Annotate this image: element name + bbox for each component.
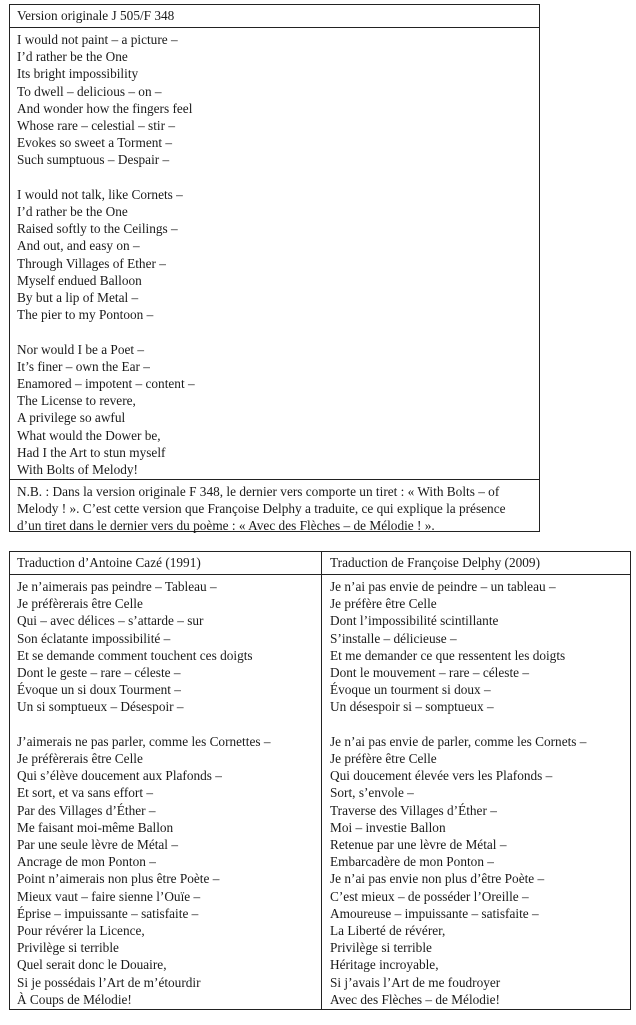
original-header: Version originale J 505/F 348 (17, 8, 175, 23)
poem-line: Mieux vaut – faire sienne l’Ouïe – (17, 888, 201, 904)
poem-line: The License to revere, (17, 393, 136, 409)
poem-line: Point n’aimerais non plus être Poète – (17, 871, 220, 887)
poem-line: Par des Villages d’Éther – (17, 802, 156, 818)
poem-line: Par une seule lèvre de Métal – (17, 837, 178, 853)
poem-line: S’installe – délicieuse – (330, 630, 457, 646)
poem-line: By but a lip of Metal – (17, 290, 139, 306)
delphy-translation-text (330, 578, 630, 1025)
poem-line: Pour révérer la Licence, (17, 923, 145, 939)
poem-line: Si j’avais l’Art de me foudroyer (330, 974, 501, 990)
translations-table (9, 551, 631, 1010)
poem-line: Je préfère être Celle (330, 596, 437, 612)
poem-line: Héritage incroyable, (330, 957, 439, 973)
poem-line: Such sumptuous – Despair – (17, 152, 170, 168)
poem-line: A privilege so awful (17, 410, 126, 426)
caze-header: Traduction d’Antoine Cazé (1991) (17, 555, 201, 570)
poem-line: Myself endued Balloon (17, 272, 142, 288)
poem-line: Had I the Art to stun myself (17, 444, 166, 460)
poem-line: C’est mieux – de posséder l’Oreille – (330, 888, 529, 904)
poem-line: Raised softly to the Ceilings – (17, 221, 178, 237)
poem-line: Je n’ai pas envie non plus d’être Poète – (330, 871, 545, 887)
note-cell (10, 479, 539, 531)
poem-line: And wonder how the fingers feel (17, 100, 193, 116)
stanza (17, 733, 317, 1008)
poem-line: Dont le geste – rare – céleste – (17, 665, 181, 681)
poem-line: Et me demander ce que ressentent les doigts (330, 647, 566, 663)
poem-line: Qui s’élève doucement aux Plafonds – (17, 768, 222, 784)
poem-line: What would the Dower be, (17, 427, 161, 443)
poem-line: La Liberté de révérer, (330, 923, 446, 939)
poem-line: Qui doucement élevée vers les Plafonds – (330, 768, 553, 784)
poem-line: Je préfèrerais être Celle (17, 596, 143, 612)
poem-line: I’d rather be the One (17, 204, 128, 220)
poem-line: Amoureuse – impuissante – satisfaite – (330, 905, 539, 921)
poem-line: Un désespoir si – somptueux – (330, 699, 494, 715)
poem-line: Me faisant moi-même Ballon (17, 819, 174, 835)
poem-line: Je préfèrerais être Celle (17, 751, 143, 767)
poem-line: Retenue par une lèvre de Métal – (330, 837, 507, 853)
poem-line: Je préfère être Celle (330, 751, 437, 767)
poem-line: It’s finer – own the Ear – (17, 358, 150, 374)
poem-line: Sort, s’envole – (330, 785, 414, 801)
poem-line: Privilège si terrible (17, 940, 119, 956)
stanza (17, 186, 535, 324)
poem-line: Dont l’impossibilité scintillante (330, 613, 499, 629)
poem-line: Nor would I be a Poet – (17, 341, 145, 357)
poem-line: À Coups de Mélodie! (17, 991, 132, 1007)
poem-line: Qui – avec délices – s’attarde – sur (17, 613, 204, 629)
poem-line: I’d rather be the One (17, 49, 128, 65)
poem-line: Je n’ai pas envie de parler, comme les Cornets – (330, 733, 587, 749)
poem-line: Enamored – impotent – content – (17, 376, 195, 392)
poem-line: Embarcadère de mon Ponton – (330, 854, 494, 870)
poem-line: Je n’ai pas envie de peindre – un tableau – (330, 579, 556, 594)
poem-line: I would not talk, like Cornets – (17, 186, 183, 202)
poem-line: The pier to my Pontoon – (17, 307, 154, 323)
poem-line: With Bolts of Melody! (17, 462, 138, 478)
column-divider (321, 552, 322, 1009)
note-text: N.B. : Dans la version originale F 348, le dernier vers comporte un tiret : « With Bolts – of Melody ! ». C’est cette version que Françoise Delphy a traduite, ce qui explique la présence d’un tiret dans le dernier vers du poème : « Avec des Flèches – de Mélodie ! ». (17, 484, 506, 533)
poem-line: Évoque un tourment si doux – (330, 682, 491, 698)
caze-translation-text (17, 578, 317, 1025)
poem-line: Quel serait donc le Douaire, (17, 957, 167, 973)
poem-line: Un si somptueux – Désespoir – (17, 699, 184, 715)
poem-line: Évoque un si doux Tourment – (17, 682, 181, 698)
original-poem-text (17, 31, 535, 495)
poem-line: Avec des Flèches – de Mélodie! (330, 991, 500, 1007)
poem-line: Evokes so sweet a Torment – (17, 135, 173, 151)
poem-line: Je n’aimerais pas peindre – Tableau – (17, 579, 217, 594)
poem-line: To dwell – delicious – on – (17, 83, 162, 99)
poem-line: Son éclatante impossibilité – (17, 630, 171, 646)
poem-line: Its bright impossibility (17, 66, 139, 82)
poem-line: Privilège si terrible (330, 940, 432, 956)
poem-line: Traverse des Villages d’Éther – (330, 802, 497, 818)
stanza (330, 578, 630, 716)
poem-line: Si je possédais l’Art de m’étourdir (17, 974, 201, 990)
poem-line: Through Villages of Ether – (17, 255, 166, 271)
stanza (17, 341, 535, 479)
translations-header-row (10, 552, 630, 575)
poem-line: Moi – investie Ballon (330, 819, 446, 835)
poem-line: Et se demande comment touchent ces doigts (17, 647, 253, 663)
stanza (330, 733, 630, 1008)
poem-line: Whose rare – celestial – stir – (17, 118, 176, 134)
poem-line: Ancrage de mon Ponton – (17, 854, 156, 870)
stanza (17, 578, 317, 716)
original-poem-table (9, 4, 540, 532)
poem-line: Et sort, et va sans effort – (17, 785, 154, 801)
delphy-header: Traduction de Françoise Delphy (2009) (330, 555, 541, 570)
poem-line: J’aimerais ne pas parler, comme les Cornettes – (17, 733, 271, 749)
original-header-cell (10, 5, 539, 28)
poem-line: Éprise – impuissante – satisfaite – (17, 905, 199, 921)
stanza (17, 31, 535, 169)
poem-line: And out, and easy on – (17, 238, 140, 254)
poem-line: Dont le mouvement – rare – céleste – (330, 665, 530, 681)
poem-line: I would not paint – a picture – (17, 32, 178, 47)
